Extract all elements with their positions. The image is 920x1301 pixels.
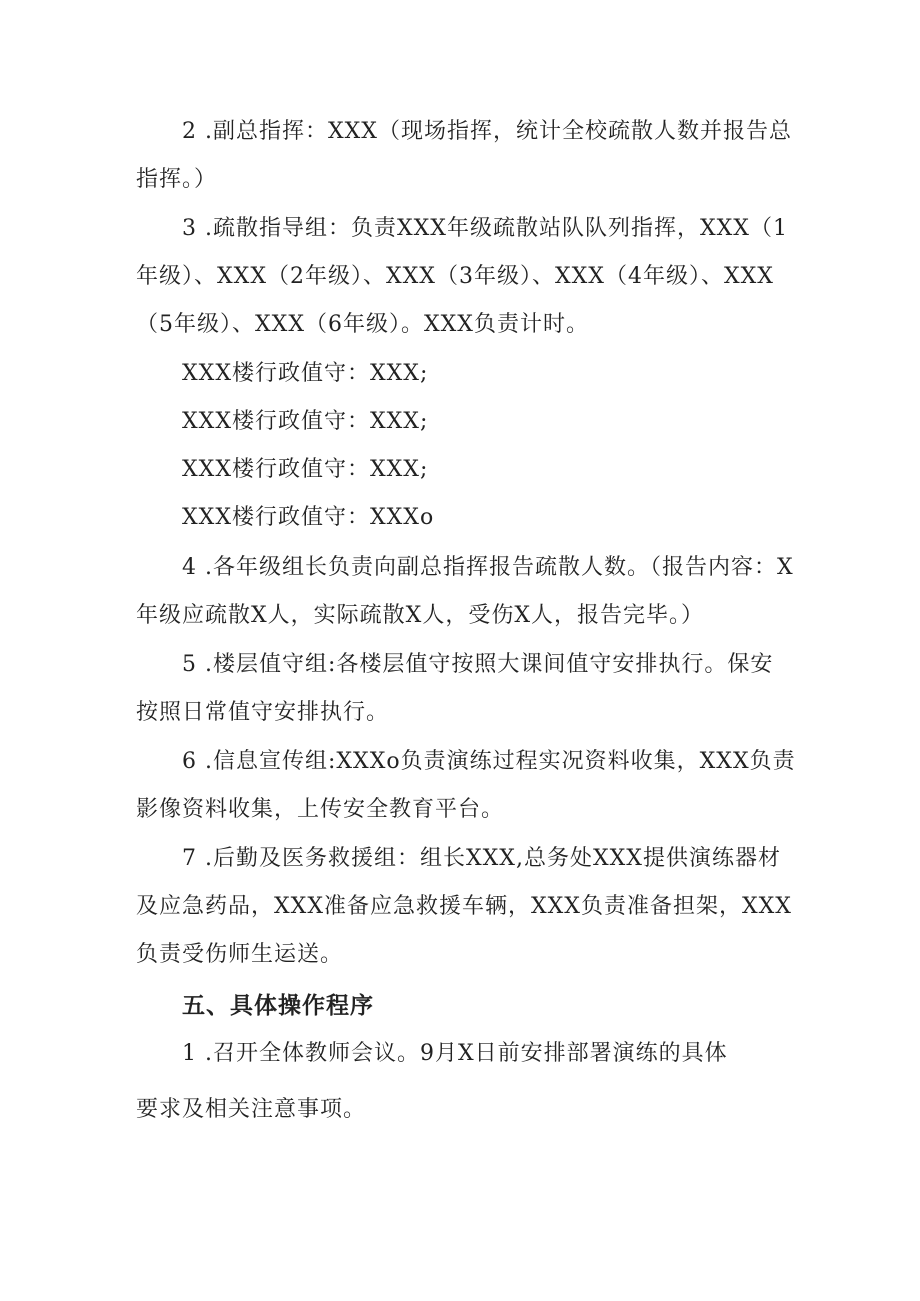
section-5-heading: 五、具体操作程序 xyxy=(182,993,374,1019)
item-5-floor-duty: 5 .楼层值守组:各楼层值守按照大课间值守安排执行。保安按照日常值守安排执行。 xyxy=(136,652,774,725)
duty-line-4: XXX楼行政值守：XXXo xyxy=(182,505,435,530)
duty-line-2: XXX楼行政值守：XXX; xyxy=(182,409,429,434)
duty-line-1: XXX楼行政值守：XXX; xyxy=(182,361,429,386)
item-4-grade-leaders: 4 .各年级组长负责向副总指挥报告疏散人数。（报告内容：X年级应疏散X人，实际疏散X人，受伤X人，报告完毕。） xyxy=(136,555,794,628)
item-2-deputy-commander: 2 .副总指挥：XXX（现场指挥，统计全校疏散人数并报告总指挥。） xyxy=(136,119,792,192)
step-1-line-1: 1 .召开全体教师会议。9月X日前安排部署演练的具体 xyxy=(182,1041,728,1066)
duty-line-3: XXX楼行政值守：XXX; xyxy=(182,457,429,482)
item-3-evacuation-guidance: 3 .疏散指导组：负责XXX年级疏散站队队列指挥，XXX（1年级）、XXX（2年级）、XXX（3年级）、XXX（4年级）、XXX（5年级）、XXX（6年级）。XXX负责计时。 xyxy=(136,216,788,337)
item-6-info-publicity: 6 .信息宣传组:XXXo负责演练过程实况资料收集，XXX负责影像资料收集，上传安全教育平台。 xyxy=(136,749,796,822)
step-1-line-2: 要求及相关注意事项。 xyxy=(136,1097,367,1122)
item-7-logistics-medical: 7 .后勤及医务救援组：组长XXX,总务处XXX提供演练器材及应急药品，XXX准备应急救援车辆，XXX负责准备担架，XXX负责受伤师生运送。 xyxy=(136,846,792,967)
